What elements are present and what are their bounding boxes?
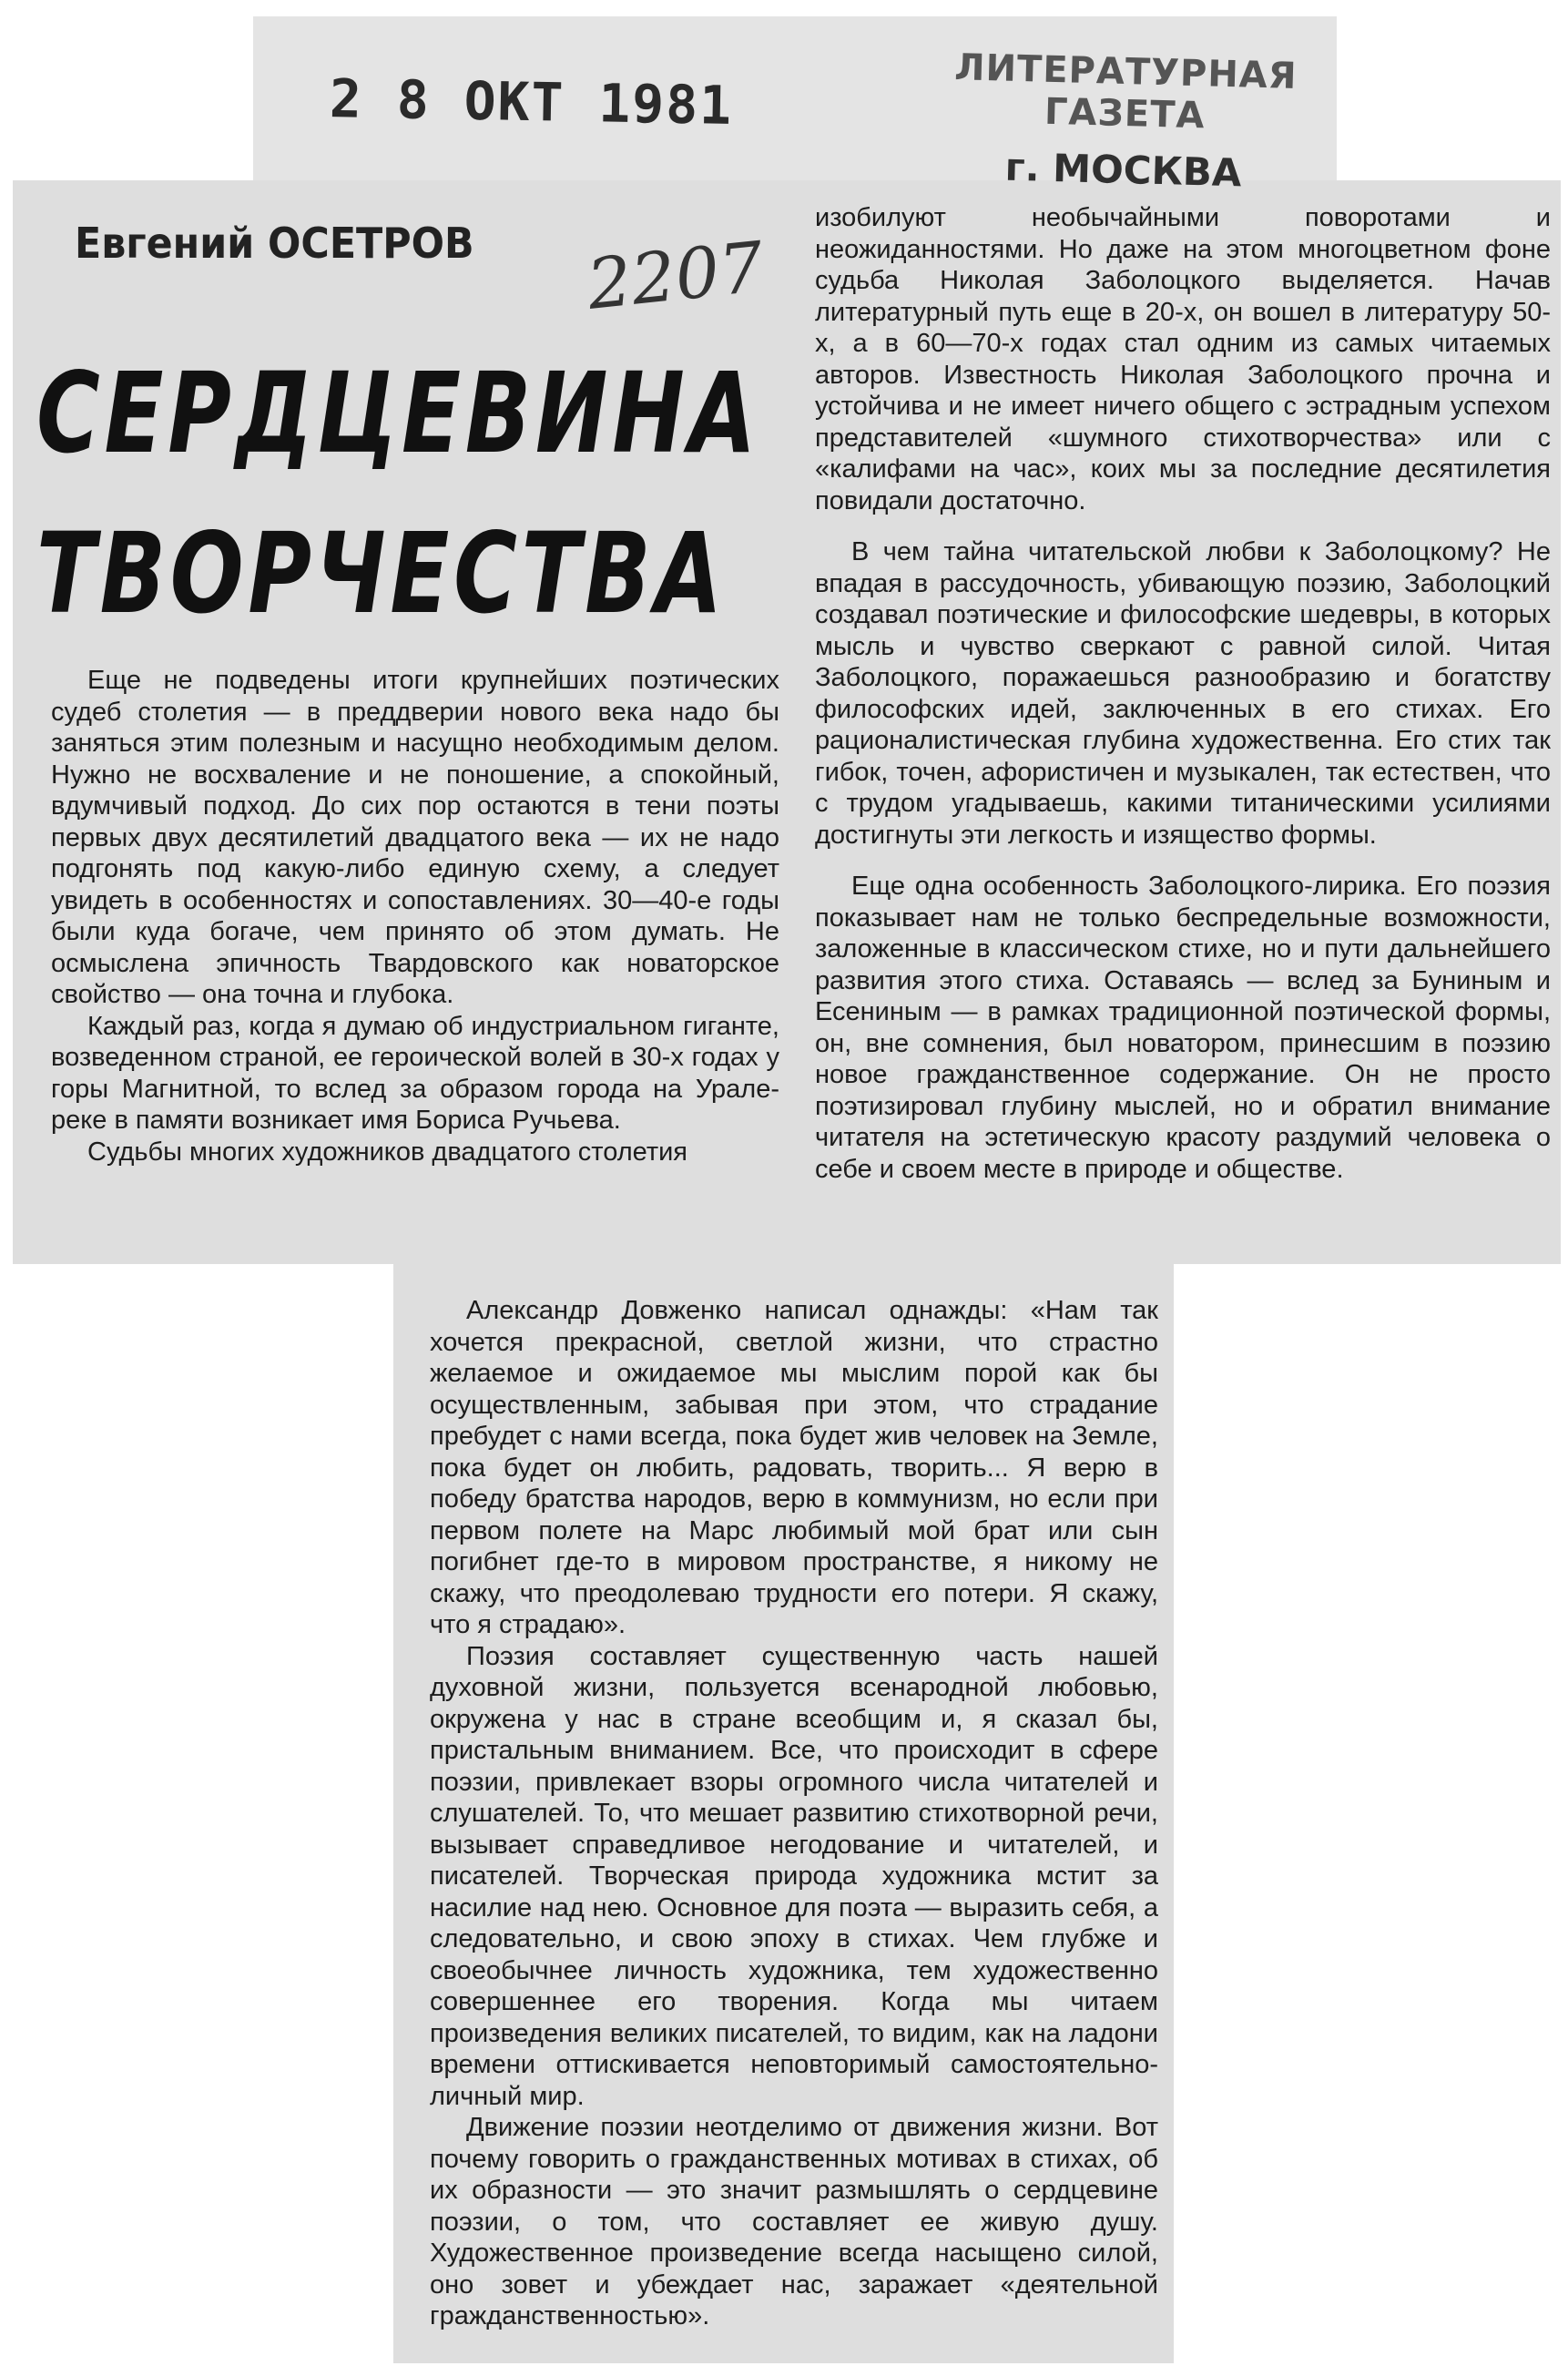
paragraph: Еще одна особенность Заболоцкого-лирика. Его поэзия показывает нам не только беспредельные возможности, заложенные в классическом стихе, но и пути дальнейшего развития этого стиха. Оставаясь — вслед за Буниным и Есениным — в рамках традиционной поэтической формы, он, вне сомнения, был новатором, принесшим в поэзию новое гражданственное содержание. Он не просто поэтизировал глубину мыслей, но и обратил внимание читателя на эстетическую красоту раздумий человека о себе и своем месте в природе и обществе. [815, 872, 1551, 1184]
publication-name: ЛИТЕРАТУРНАЯ ГАЗЕТА [953, 46, 1298, 138]
paragraph: изобилуют необычайными поворотами и неожиданностями. Но даже на этом многоцветном фоне судьба Николая Заболоцкого выделяется. Начав литературный путь еще в 20-х, он вошел в литературу 50-х, а в 60—70-х годах стал одним из самых читаемых авторов. Известность Николая Заболоцкого прочна и устойчива и не имеет ничего общего с эстрадным успехом представителей «шумного стихотворчества» или с «калифами на час», коих мы за последние десятилетия повидали достаточно. [815, 203, 1551, 515]
article-title [36, 333, 760, 654]
right-column [815, 202, 1551, 1185]
handwritten-archive-number: 2207 [583, 226, 768, 325]
paragraph: Судьбы многих художников двадцатого столетия [87, 1137, 687, 1167]
left-column [51, 665, 779, 1168]
paragraph: Александр Довженко написал однажды: «Нам так хочется прекрасной, светлой жизни, что страстно желаемое и ожидаемое мы мыслим порой как бы осуществленным, забывая при этом, что страдание пребудет с нами всегда, пока будет жив человек на Земле, пока будет он любить, радовать, творить... Я верю в победу братства народов, верю в коммунизм, но если при первом полете на Марс любимый мой брат или сын погибнет где-то в мировом пространстве, я никому не скажу, что преодолеваю трудности его потери. Я скажу, что я страдаю». [430, 1296, 1158, 1639]
title-line-1: СЕРДЦЕВИНА [36, 349, 760, 478]
paragraph: Еще не подведены итоги крупнейших поэтических судеб столетия — в преддверии нового века надо бы заняться этим полезным и насущно необходимым делом. Нужно не восхваление и не поношение, а спокойный, вдумчивый подход. До сих пор остаются в тени поэты первых двух десятилетий двадцатого века — их не надо подгонять под какую-либо единую схему, а следует увидеть в особенностях и сопоставлениях. 30—40-е годы были куда богаче, чем принято об этом думать. Не осмыслена эпичность Твардовского как новаторское свойство — она точна и глубока. [51, 666, 779, 1009]
bottom-column [430, 1295, 1158, 2332]
article-author: Евгений ОСЕТРОВ [75, 219, 474, 268]
paragraph: В чем тайна читательской любви к Заболоцкому? Не впадая в рассудочность, убивающую поэзию, Заболоцкий создавал поэтические и философские шедевры, в которых мысль и чувство сверкают с равной силой. Читая Заболоцкого, поражаешься разнообразию и богатству философских идей, заключенных в его стихах. Его рационалистическая глубина художественна. Его стих так гибок, точен, афористичен и музыкален, так естествен, что с трудом угадываешь, какими титаническими усилиями достигнуты эти легкость и изящество формы. [815, 537, 1551, 850]
title-line-2: ТВОРЧЕСТВА [36, 509, 727, 638]
paragraph: Движение поэзии неотделимо от движения жизни. Вот почему говорить о гражданственных мотивах в стихах, об их образности — это значит размышлять о сердцевине поэзии, о том, что составляет ее живую душу. Художественное произведение всегда насыщено силой, оно зовет и убеждает нас, заражает «деятельной гражданственностью». [430, 2113, 1158, 2330]
paragraph: Каждый раз, когда я думаю об индустриальном гиганте, возведенном страной, ее героической волей в 30-х годах у горы Магнитной, то вслед за образом города на Урале-реке в памяти возникает имя Бориса Ручьева. [51, 1011, 779, 1135]
publication-city: г. МОСКВА [1004, 144, 1243, 196]
publication-stamp [909, 46, 1340, 198]
date-stamp: 2 8 ОКТ 1981 [329, 67, 734, 137]
paragraph: Поэзия составляет существенную часть нашей духовной жизни, пользуется всенародной любовью, окружена у нас в стране всеобщим и, я сказал бы, пристальным вниманием. Все, что происходит в сфере поэзии, привлекает взоры огромного числа читателей и слушателей. То, что мешает развитию стихотворной речи, вызывает справедливое негодование и читателей, и писателей. Творческая природа художника мстит за насилие над нею. Основное для поэта — выразить себя, а следовательно, и свою эпоху в стихах. Чем глубже и своеобычнее личность художника, тем художественно совершеннее его творения. Когда мы читаем произведения великих писателей, то видим, как на ладони времени оттискивается неповторимый самостоятельно-личный мир. [430, 1641, 1158, 2111]
